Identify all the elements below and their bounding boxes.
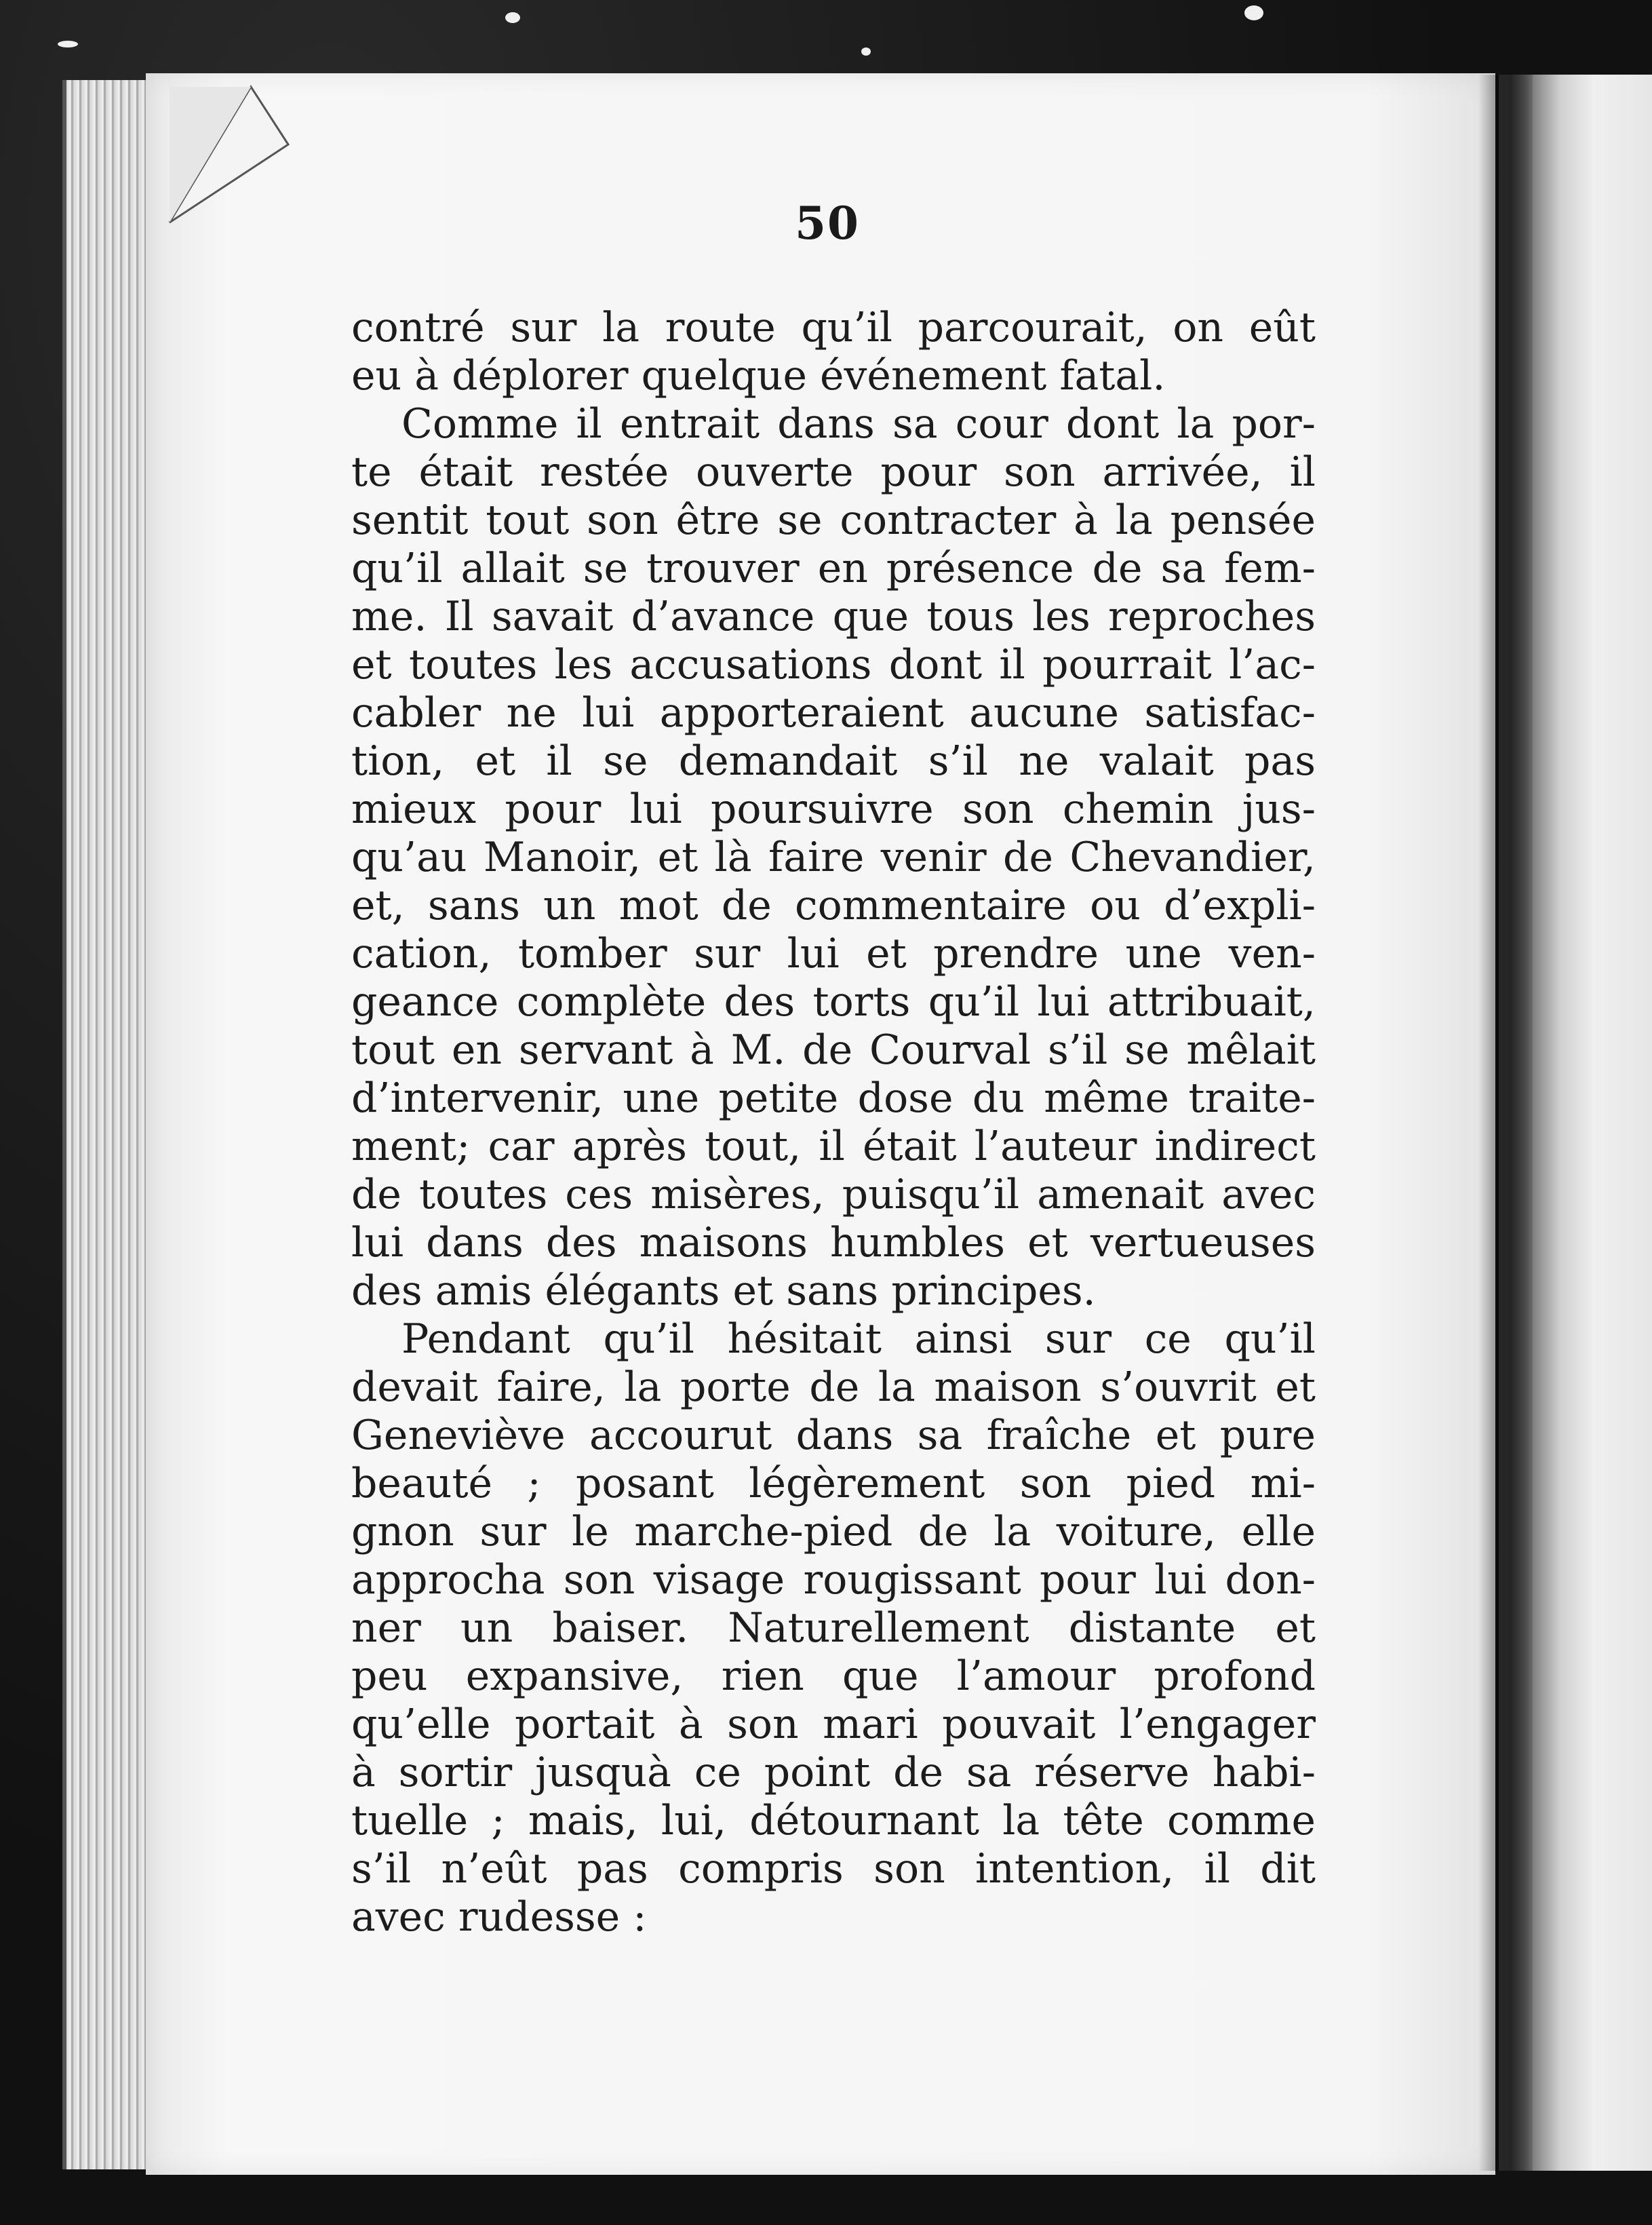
- text-line: peu expansive, rien que l’amour profond: [351, 1652, 1316, 1700]
- text-line: beauté ; posant légèrement son pied mi-: [351, 1460, 1316, 1507]
- text-line: tuelle ; mais, lui, détournant la tête comme: [351, 1797, 1316, 1844]
- text-line: mieux pour lui poursuivre son chemin jus-: [351, 786, 1316, 833]
- text-line: approcha son visage rougissant pour lui don-: [351, 1556, 1316, 1604]
- text-line: Comme il entrait dans sa cour dont la por-: [401, 400, 1316, 448]
- dust-speck: [505, 12, 520, 23]
- text-line: Pendant qu’il hésitait ainsi sur ce qu’il: [401, 1315, 1316, 1363]
- text-line: s’il n’eût pas compris son intention, il dit: [351, 1845, 1316, 1893]
- text-line: des amis élégants et sans principes.: [351, 1267, 1096, 1315]
- text-line: ner un baiser. Naturellement distante et: [351, 1604, 1316, 1652]
- text-line: cation, tomber sur lui et prendre une ven-: [351, 930, 1316, 978]
- folded-corner: [156, 80, 292, 229]
- dust-speck: [1244, 5, 1263, 20]
- text-line: tion, et il se demandait s’il ne valait pas: [351, 737, 1316, 785]
- text-line: me. Il savait d’avance que tous les reproches: [351, 593, 1316, 640]
- text-line: sentit tout son être se contracter à la pensée: [351, 497, 1316, 544]
- dust-speck: [861, 47, 871, 56]
- dust-speck: [58, 41, 78, 47]
- text-line: devait faire, la porte de la maison s’ouvrit et: [351, 1363, 1316, 1411]
- text-line: qu’il allait se trouver en présence de sa fem-: [351, 545, 1316, 592]
- text-line: d’intervenir, une petite dose du même traite-: [351, 1075, 1316, 1122]
- text-line: et toutes les accusations dont il pourrait l’ac-: [351, 641, 1316, 689]
- text-line: et, sans un mot de commentaire ou d’expli-: [351, 882, 1316, 929]
- page-number: 50: [795, 197, 860, 250]
- text-line: eu à déplorer quelque événement fatal.: [351, 352, 1166, 400]
- text-line: tout en servant à M. de Courval s’il se mêlait: [351, 1026, 1316, 1074]
- text-line: geance complète des torts qu’il lui attribuait,: [351, 978, 1316, 1026]
- text-line: ment; car après tout, il était l’auteur indirect: [351, 1123, 1316, 1170]
- text-line: de toutes ces misères, puisqu’il amenait avec: [351, 1171, 1316, 1218]
- text-line: te était restée ouverte pour son arrivée, il: [351, 448, 1316, 496]
- text-line: cabler ne lui apporteraient aucune satisfac-: [351, 689, 1316, 737]
- text-line: qu’au Manoir, et là faire venir de Chevandier,: [351, 834, 1316, 881]
- text-line: qu’elle portait à son mari pouvait l’engager: [351, 1701, 1316, 1748]
- body-text: [351, 304, 1316, 1941]
- text-line: gnon sur le marche-pied de la voiture, elle: [351, 1508, 1316, 1555]
- text-line: Geneviève accourut dans sa fraîche et pure: [351, 1412, 1316, 1459]
- text-line: contré sur la route qu’il parcourait, on eût: [351, 304, 1316, 351]
- text-line: à sortir jusquà ce point de sa réserve habi-: [351, 1749, 1316, 1796]
- text-line: avec rudesse :: [351, 1893, 647, 1941]
- gutter-shadow: [1478, 75, 1533, 2171]
- text-line: lui dans des maisons humbles et vertueuses: [351, 1219, 1316, 1266]
